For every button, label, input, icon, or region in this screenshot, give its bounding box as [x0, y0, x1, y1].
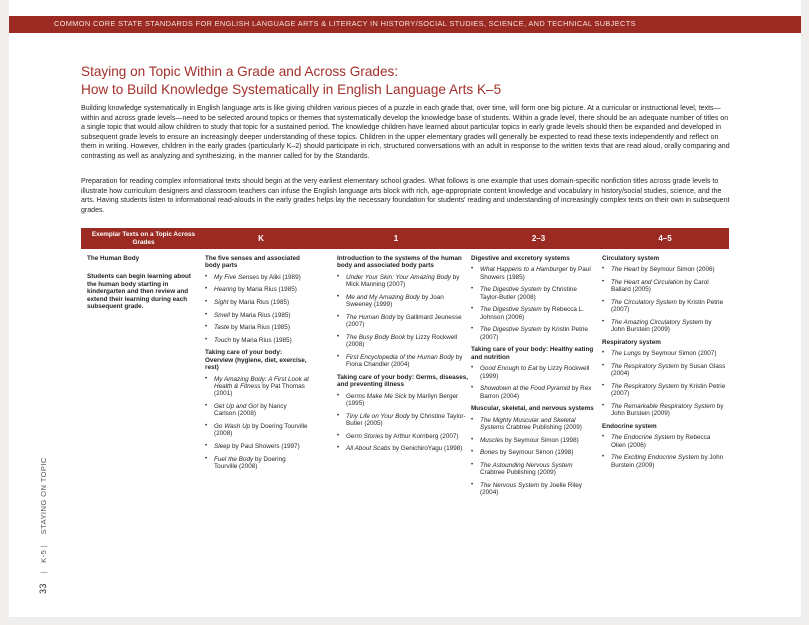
book-author: by Maria Rius (1985): [229, 324, 290, 332]
book-list: [205, 274, 309, 344]
book-title: The Respiratory System: [611, 363, 680, 370]
book-item: [471, 462, 597, 477]
book-author: by Paul Showers (1997): [230, 443, 300, 450]
side-label: STAYING ON TOPIC: [39, 457, 48, 535]
book-item: [337, 445, 469, 452]
book-title: The Amazing Circulatory System: [611, 319, 704, 326]
book-title: Taste: [214, 324, 230, 332]
book-author: by Joelle Riley (2004): [480, 481, 582, 497]
book-title: The Heart: [611, 266, 640, 274]
book-title: The Remarkable Respiratory System: [611, 403, 716, 410]
book-title: The Mighty Muscular and Skeletal Systems: [480, 416, 576, 432]
page-title-line-1: Staying on Topic Within a Grade and Across Grades:: [81, 64, 399, 79]
book-item: [205, 443, 309, 450]
book-title: Smell: [214, 311, 230, 319]
book-list: [337, 274, 469, 369]
book-item: [205, 312, 309, 319]
book-item: [205, 337, 309, 344]
book-item: [337, 314, 469, 329]
book-item: [205, 324, 309, 331]
book-title: Muscles: [480, 436, 504, 444]
book-author: by Seymour Simon (2007): [640, 350, 717, 358]
table-header-topic: Exemplar Texts on a Topic Across Grades: [91, 231, 196, 246]
book-item: [471, 482, 597, 497]
book-list: [602, 266, 726, 333]
table-header-row: [81, 228, 729, 249]
book-author: by John Burstein (2009): [611, 403, 724, 418]
book-item: [602, 319, 726, 334]
book-item: [205, 376, 309, 398]
book-title: The Nervous System: [480, 481, 540, 489]
book-title: Bones: [480, 449, 498, 457]
book-author: by Carol Ballard (2005): [611, 279, 709, 294]
book-list: [471, 365, 597, 400]
book-title: Germ Stories: [346, 432, 384, 440]
book-author: by Christine Taylor-Butler (2008): [480, 286, 577, 301]
book-title: Sight: [214, 299, 229, 306]
book-title: The Astounding Nervous System: [480, 461, 573, 469]
page-title-line-2: How to Build Knowledge Systematically in English Language Arts K–5: [81, 82, 502, 97]
book-title: Germs Make Me Sick: [346, 392, 407, 400]
book-item: [337, 413, 469, 428]
book-title: The Digestive System: [480, 286, 542, 294]
book-item: [471, 326, 597, 341]
book-title: Showdown at the Food Pyramid: [480, 385, 570, 393]
table-header-grade-2-3: 2–3: [531, 234, 546, 243]
book-author: by Maria Rius (1985): [229, 311, 291, 319]
book-title: My Five Senses: [214, 273, 260, 281]
book-title: The Circulatory System: [611, 299, 677, 306]
book-item: [471, 385, 597, 400]
book-list: [337, 393, 469, 453]
book-title: The Lungs: [611, 350, 641, 358]
section-heading: Digestive and excretory systems: [471, 255, 570, 262]
book-author: by John Burstein (2009): [611, 319, 712, 334]
book-author: by Rebecca Olien (2006): [611, 434, 711, 449]
section-heading: Taking care of your body: Healthy eating and nutrition: [471, 346, 594, 361]
book-item: [205, 299, 309, 306]
section-heading: Endocrine system: [602, 423, 657, 430]
section-heading: Introduction to the systems of the human body and associated body parts: [337, 255, 462, 270]
book-author: by Mick Manning (2007): [346, 273, 460, 289]
book-author: by Christine Taylor-Butler (2005): [346, 412, 466, 428]
intro-paragraph: Building knowledge systematically in English language arts is like giving children various pieces of a puzzle in each grade that, over time, will form one big picture. At a curricular or instructional level, texts—within and across grade levels—need to be selected around topics or themes that systematically develop the knowledge base of students. Within a grade level, there should be an adequate number of titles on a single topic that would allow children to study that topic for a sustained period. The knowledge children have learned about particular topics in early grade levels should then be expanded and developed in subsequent grade levels to ensure an increasingly deeper understanding of these topics. Children in the upper elementary grades will generally be expected to read these texts independently and reflect on them in writing. However, children in the early grades (particularly K–2) should participate in rich, structured conversations with an adult in response to the written texts that are read aloud, orally comparing and contrasting as well as analyzing and synthesizing, in the manner called for by the Standards.: [81, 105, 730, 160]
book-title: Get Up and Go!: [214, 403, 259, 410]
book-title: Good Enough to Eat: [480, 365, 538, 373]
book-item: [602, 403, 726, 418]
book-item: [602, 363, 726, 378]
book-item: [602, 299, 726, 314]
book-list: [471, 266, 597, 341]
book-author: by Lizzy Rockwell (1999): [480, 365, 590, 380]
book-author: by Maria Rius (1985): [228, 299, 290, 306]
book-item: [205, 274, 309, 281]
book-author: by GenichiroYagu (1998): [390, 445, 463, 453]
section-heading: Respiratory system: [602, 339, 661, 346]
table-header-grade-1: 1: [393, 234, 399, 243]
book-item: [471, 449, 597, 456]
book-title: Me and My Amazing Body: [346, 293, 420, 301]
book-title: The Digestive System: [480, 326, 542, 334]
book-item: [602, 266, 726, 273]
book-title: Touch: [214, 336, 232, 344]
topic-note: Students can begin learning about the human body starting in kindergarten and then review and extend their learning during each subsequent grade.: [87, 273, 191, 311]
table-header-grade-4-5: 4–5: [658, 234, 672, 243]
book-list: [471, 417, 597, 497]
book-item: [205, 423, 309, 438]
section-heading: Muscular, skeletal, and nervous systems: [471, 405, 594, 413]
grade-4-5-column: [602, 255, 726, 474]
book-author: by Seymour Simon (2006): [639, 266, 715, 274]
banner-text: COMMON CORE STATE STANDARDS FOR ENGLISH LANGUAGE ARTS & LITERACY IN HISTORY/SOCIAL STUDIES, SCIENCE, AND TECHNICAL SUBJECTS: [54, 19, 636, 28]
book-list: [602, 350, 726, 417]
book-author: by Paul Showers (1985): [480, 266, 591, 281]
book-author: Crabtree Publishing (2009): [504, 424, 582, 432]
book-item: [205, 286, 309, 293]
document-page: [9, 0, 801, 617]
book-item: [337, 393, 469, 408]
book-author: by Marilyn Berger (1995): [346, 392, 459, 408]
book-item: [337, 334, 469, 349]
book-title: First Encyclopedia of the Human Body: [346, 353, 454, 361]
book-author: by Kristin Petrie (2007): [611, 383, 726, 398]
side-footer: 33|K-5 | STAYING ON TOPIC: [38, 457, 48, 594]
book-title: The Endocrine System: [611, 434, 676, 442]
book-title: Under Your Skin: Your Amazing Body: [346, 273, 451, 281]
header-banner: [9, 16, 801, 33]
book-author: by Aliki (1989): [259, 273, 301, 281]
book-item: [602, 383, 726, 398]
book-author: by Doering Tourville (2008): [214, 423, 308, 438]
book-title: The Busy Body Book: [346, 333, 406, 341]
book-item: [602, 350, 726, 357]
grade-1-column: [337, 255, 469, 458]
book-item: [337, 294, 469, 309]
book-item: [602, 454, 726, 469]
book-item: [337, 274, 469, 289]
book-author: by Nancy Carlson (2008): [214, 403, 287, 418]
book-item: [471, 437, 597, 444]
book-author: by Gallimard Jeunesse (2007): [346, 313, 462, 329]
book-author: by Arthur Kornberg (2007): [383, 432, 459, 440]
book-author: Crabtree Publishing (2009): [480, 469, 556, 477]
book-author: by Kristin Petrie (2007): [480, 326, 588, 341]
book-item: [205, 456, 309, 471]
book-item: [602, 434, 726, 449]
book-author: by John Burstein (2009): [611, 454, 724, 469]
book-title: The Respiratory System: [611, 383, 680, 390]
book-author: by Lizzy Rockwell (2008): [346, 333, 458, 349]
section-heading: Circulatory system: [602, 255, 660, 262]
table-header-k: K: [258, 234, 264, 243]
book-item: [471, 365, 597, 380]
book-title: The Exciting Endocrine System: [611, 454, 700, 462]
book-author: by Rex Barron (2004): [480, 385, 592, 400]
book-item: [471, 417, 597, 432]
book-title: All About Scabs: [346, 445, 391, 453]
section-heading: Taking care of your body: Germs, diseases, and preventing illness: [337, 373, 469, 389]
topic-name: The Human Body: [87, 255, 140, 262]
book-item: [205, 403, 309, 418]
book-author: by Pat Thomas (2001): [214, 383, 305, 398]
book-list: [602, 434, 726, 469]
grade-k-column: [205, 255, 309, 476]
book-item: [337, 354, 469, 369]
book-list: [205, 376, 309, 471]
book-author: by Susan Glass (2004): [611, 363, 726, 378]
page-number: 33: [38, 583, 48, 594]
book-title: What Happens to a Hamburger: [480, 266, 568, 274]
book-title: The Digestive System: [480, 306, 542, 314]
section-heading: Taking care of your body: Overview (hygiene, diet, exercise, rest): [205, 349, 307, 372]
book-item: [471, 266, 597, 281]
book-author: by Kristin Petrie (2007): [611, 299, 724, 314]
preparation-paragraph: Preparation for reading complex informational texts should begin at the very earliest elementary school grades. What follows is one example that uses domain-specific nonfiction titles across grade levels to illustrate how curriculum designers and classroom teachers can infuse the English language arts block with rich, age-appropriate content knowledge and vocabulary in history/social studies, science, and the arts. Having students listen to informational read-alouds in the early grades helps lay the necessary foundation for students' reading and understanding of increasingly complex texts on their own in subsequent grades.: [81, 178, 730, 214]
topic-column: [87, 255, 199, 321]
book-author: by Rebecca L. Johnson (2006): [480, 306, 585, 321]
book-title: The Heart and Circulation: [611, 279, 684, 286]
book-author: by Fiona Chandler (2004): [346, 353, 463, 369]
book-author: by Maria Rius (1985): [231, 336, 292, 344]
book-title: Go Wash Up: [214, 423, 251, 430]
book-title: My Amazing Body: A First Look at Health & Fitness: [214, 375, 309, 390]
side-divider: |: [39, 570, 48, 574]
book-item: [602, 279, 726, 294]
side-section: K-5: [39, 549, 48, 563]
book-author: by Joan Sweeney (1999): [346, 293, 444, 309]
grade-2-3-column: [471, 255, 597, 502]
book-author: by Doering Tourville (2008): [214, 455, 286, 470]
book-title: Tiny Life on Your Body: [346, 412, 410, 420]
book-item: [471, 306, 597, 321]
book-title: Sleep: [214, 443, 231, 450]
book-author: by Seymour Simon (1998): [503, 436, 579, 444]
book-title: Fuel the Body: [214, 455, 254, 463]
book-item: [337, 433, 469, 440]
book-author: by Maria Rius (1985): [236, 286, 297, 294]
book-title: The Human Body: [346, 313, 396, 321]
book-title: Hearing: [214, 286, 237, 294]
section-heading: The five senses and associated body parts: [205, 255, 300, 270]
book-author: by Seymour Simon (1998): [498, 449, 574, 457]
book-item: [471, 286, 597, 301]
